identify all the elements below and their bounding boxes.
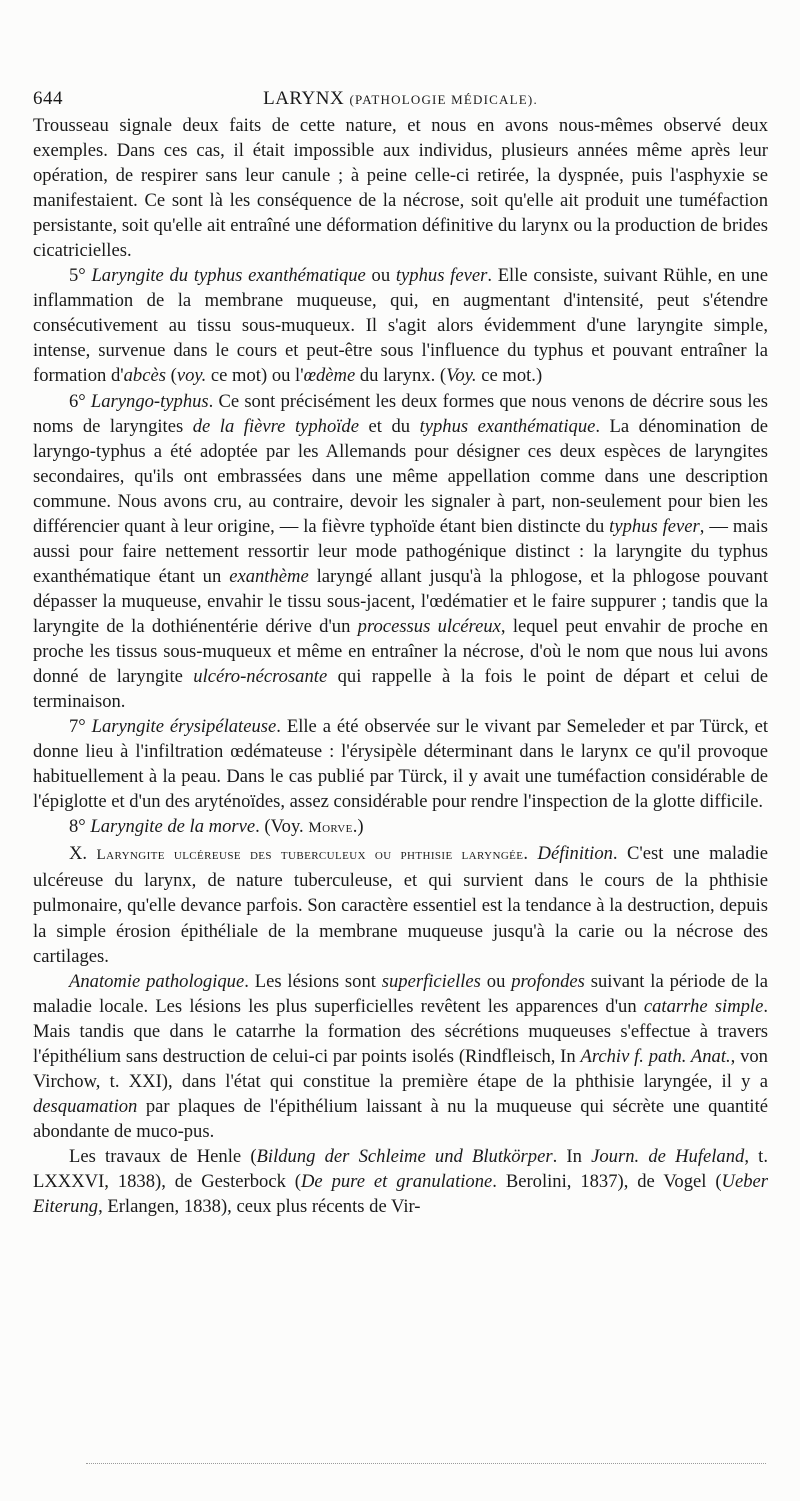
footer-dotted-rule [86, 1463, 766, 1464]
subsection-label: Anatomie pathologique [69, 970, 245, 992]
paragraph-laryngite-erysipelateuse: 7° Laryngite érysipélateuse. Elle a été observée sur le vivant par Semeleder et par Türck, et donne lieu à l'infiltration œdémateuse : l'érysipèle déterminant dans le larynx ce qu'il provoque habituellement à la peau. Dans le cas publié par Türck, il y avait une tuméfaction considérable de l'épiglotte et d'un des aryténoïdes, assez considérable pour rendre l'inspection de la glotte difficile. [33, 716, 768, 813]
section-term: Laryngite du typhus exanthématique [91, 265, 366, 287]
section-number: 8° [69, 816, 86, 838]
paragraph-travaux: Les travaux de Henle (Bildung der Schleime und Blutkörper. In Journ. de Hufeland, t. LXXXVI, 1838), de Gesterbock (De pure et granulatione. Berolini, 1837), de Vogel (Ueber Eiterung, Erlangen, 1838), ceux plus récents de Vir- [33, 1145, 768, 1218]
paragraph-laryngite-morve: 8° Laryngite de la morve. (Voy. Morve.) [69, 816, 364, 838]
section-number: 6° [69, 390, 86, 412]
subsection-label: Définition [537, 843, 613, 865]
section-term: Laryngo-typhus [90, 390, 209, 412]
running-title-main: LARYNX [263, 88, 345, 109]
section-number: 7° [69, 716, 86, 738]
paragraph-laryngo-typhus: 6° Laryngo-typhus. Ce sont précisément les deux formes que nous venons de décrire sous les noms de laryngites de la fièvre typhoïde et du typhus exanthématique. La dénomination de laryngo-typhus a été adoptée par les Allemands pour désigner ces deux espèces de laryngites secondaires, qu'ils ont embrassées dans une même appellation comme dans une description commune. Nous avons cru, au contraire, devoir les signaler à part, non-seulement pour bien les différencier quant à leur origine, — la fièvre typhoïde étant bien distincte du typhus fever, — mais aussi pour faire nettement ressortir leur mode pathogénique distinct : la laryngite du typhus exanthématique étant un exanthème laryngé allant jusqu'à la phlogose, et la phlogose pouvant dépasser la muqueuse, envahir le tissu sous-jacent, l'œdématier et le faire suppurer ; tandis que la laryngite de la dothiénentérie dérive d'un processus ulcéreux, lequel peut envahir de proche en proche les tissus sous-muqueux et même en entraîner la nécrose, d'où le nom que nous lui avons donné de laryngite ulcéro-nécrosante qui rappelle à la fois le point de départ et celui de terminaison. [33, 390, 769, 713]
paragraph-typhus-exanthematique: 5° Laryngite du typhus exanthématique ou typhus fever. Elle consiste, suivant Rühle, en une inflammation de la membrane muqueuse, qui, en augmentant d'intensité, peut s'étendre consécutivement au tissu sous-muqueux. Il s'agit alors évidemment d'une laryngite simple, intense, survenue dans le cours et peut-être sous l'influence du typhus et pouvant entraîner la formation d'abcès (voy. ce mot) ou l'œdème du larynx. (Voy. ce mot.) [33, 265, 769, 387]
running-title [33, 88, 768, 110]
body-text [33, 113, 768, 1219]
running-header [33, 88, 768, 114]
running-title-sub: (PATHOLOGIE MÉDICALE). [349, 92, 538, 107]
paragraph-tracheotomy-cases: Trousseau signale deux faits de cette nature, et nous en avons nous-mêmes observé deux exemples. Dans ces cas, il était impossible aux individus, plusieurs années même après leur opération, de respirer sans leur canule ; à peine celle-ci retirée, la dyspnée, puis l'asphyxie se manifestaient. Ce sont là les conséquence de la nécrose, soit qu'elle ait produit une tuméfaction persistante, soit qu'elle ait entraîné une déformation définitive du larynx ou la production de brides cicatricielles. [33, 115, 768, 262]
paragraph-anatomie-pathologique: Anatomie pathologique. Les lésions sont superficielles ou profondes suivant la période de la maladie locale. Les lésions les plus superficielles revêtent les apparences d'un catarrhe simple. Mais tandis que dans le catarrhe la formation des sécrétions muqueuses s'effectue à travers l'épithélium sans destruction de celui-ci par points isolés (Rindfleisch, In Archiv f. path. Anat., von Virchow, t. XXI), dans l'état qui constitue la première étape de la phthisie laryngée, il y a desquamation par plaques de l'épithélium laissant à nu la muqueuse qui sécrète une quantité abondante de muco-pus. [33, 970, 768, 1142]
section-number: X. [69, 843, 88, 865]
paragraph-phthisie-laryngee: X. Laryngite ulcéreuse des tuberculeux ou phthisie laryngée. Définition. C'est une maladie ulcéreuse du larynx, de nature tuberculeuse, et qui survient dans le cours de la phthisie pulmonaire, qu'elle devance parfois. Son caractère essentiel est la tendance à la destruction, depuis la simple érosion épithéliale de la membrane muqueuse jusqu'à la carie ou la nécrose des cartilages. [33, 843, 769, 967]
section-number: 5° [69, 265, 86, 287]
section-term: Laryngite érysipélateuse [91, 716, 277, 738]
section-heading: Laryngite ulcéreuse des tuberculeux ou phthisie laryngée [96, 847, 524, 864]
section-term: Laryngite de la morve [90, 816, 256, 838]
page-number: 644 [33, 88, 63, 109]
